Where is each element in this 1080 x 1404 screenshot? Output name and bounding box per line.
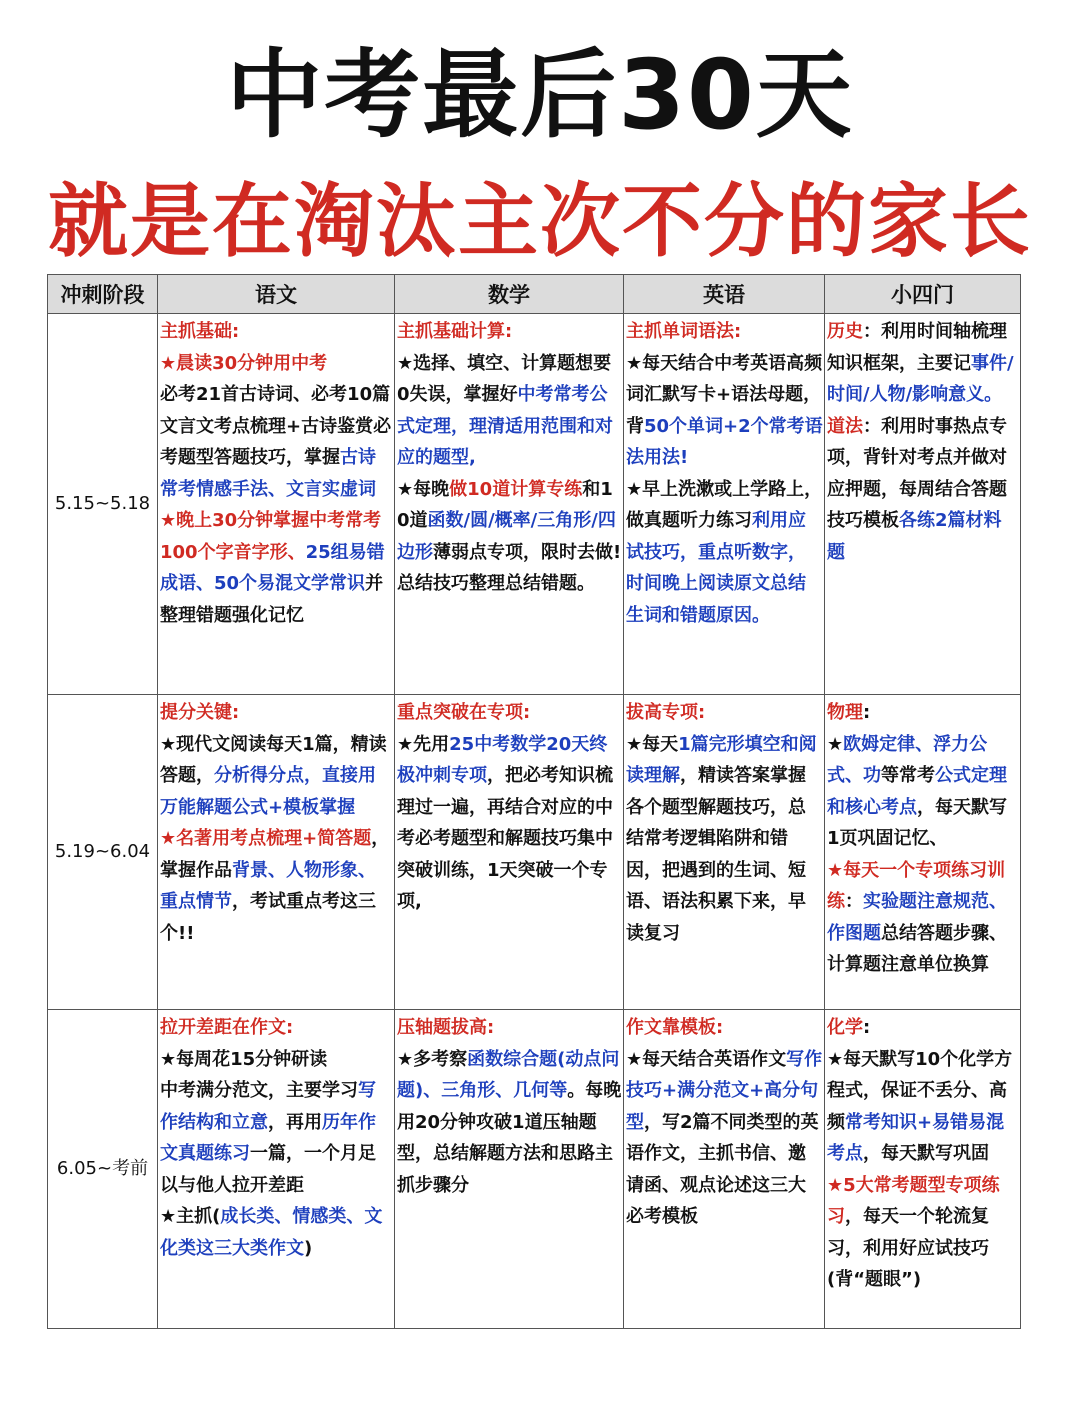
table-header-row xyxy=(48,275,1021,314)
cell-text-run: ★晚上30分钟掌握中考常考100个字音字形、 xyxy=(160,510,382,563)
cell-text-run: 25中考数学20天终极冲刺专项 xyxy=(397,733,608,786)
header-chinese: 语文 xyxy=(158,275,395,314)
chinese-cell xyxy=(158,314,395,695)
cell-text-run: 作文靠模板: xyxy=(626,1017,724,1038)
page-subtitle: 就是在淘汰主次不分的家长 xyxy=(48,175,1032,268)
cell-text-run: ，掌握作品 xyxy=(160,828,390,881)
header-english: 英语 xyxy=(624,275,825,314)
cell-text-run: ，写2篇不同类型的英语作文，主抓书信、邀请函、观点论述这三大必考模板 xyxy=(626,1111,819,1227)
cell-text-run: 中考常考公式定理，理清适用范围和对应的题型, xyxy=(397,384,613,468)
cell-text-run: ★晨读30分钟用中考 xyxy=(160,352,328,374)
cell-text-run: ★主抓( xyxy=(160,1206,221,1227)
cell-text-run: 道法 xyxy=(827,415,863,437)
english-cell xyxy=(624,314,825,695)
cell-text-run: 利用应试技巧，重点听数字，时间晚上阅读原文总结生词和错题原因。 xyxy=(626,510,806,626)
cell-text-run: 历史 xyxy=(827,321,863,342)
cell-text-run: 中考满分范文，主要学习 xyxy=(160,1080,358,1101)
cell-text-run: ★每天一个专项练习训练 xyxy=(827,859,1006,912)
cell-text-run: 拔高专项: xyxy=(626,702,706,723)
cell-text-run: ★每周花15分钟研读 xyxy=(160,1048,328,1070)
cell-text-run: 分析得分点，直接用万能解题公式+模板掌握 xyxy=(160,765,376,818)
cell-text-run: ，每天默写1页巩固记忆、 xyxy=(827,796,1007,849)
cell-text-run: ，把必考知识梳理过一遍，再结合对应的中考必考题型和解题技巧集中突破训练，1天突破一个专项, xyxy=(397,765,613,912)
page-title: 中考最后30天 xyxy=(226,39,854,151)
math-cell xyxy=(395,1010,624,1329)
cell-text-run: : xyxy=(863,1017,871,1038)
cell-text-run: 公式定理和核心考点 xyxy=(827,765,1007,818)
cell-text-run: ★多考察 xyxy=(397,1048,468,1070)
cell-text-run: 做10道计算专练 xyxy=(449,478,583,500)
english-cell xyxy=(624,695,825,1010)
cell-text-run: 函数/圆/概率/三角形/四边形 xyxy=(397,510,616,563)
table-row xyxy=(48,314,1021,695)
cell-text-run: 各练2篇材料题 xyxy=(827,510,1002,563)
table-row xyxy=(48,695,1021,1010)
cell-text-run: : xyxy=(863,702,871,723)
cell-text-run: 25组易错成语、50个易混文学常识 xyxy=(160,541,385,594)
cell-text-run: ： xyxy=(845,891,863,912)
cell-text-run: ：利用时间轴梳理知识框架，主要记 xyxy=(827,321,1007,374)
cell-text-run: ，考试重点考这三个!! xyxy=(160,891,376,944)
cell-text-run: ★先用 xyxy=(397,733,450,755)
cell-text-run: 重点突破在专项: xyxy=(397,702,531,723)
cell-text-run: 提分关键: xyxy=(160,702,240,723)
cell-text-run: 薄弱点专项，限时去做!总结技巧整理总结错题。 xyxy=(397,541,622,594)
cell-text-run: ★早上洗漱或上学路上，做真题听力练习 xyxy=(626,478,823,531)
cell-text-run: ★每天结合中考英语高频词汇默写卡+语法母题，背 xyxy=(626,352,823,437)
cell-text-run: 。每晚用20分钟攻破1道压轴题型，总结解题方法和思路主抓步骤分 xyxy=(397,1080,622,1196)
cell-text-run: ★现代文阅读每天1篇，精读答题， xyxy=(160,733,387,786)
header-math: 数学 xyxy=(395,275,624,314)
cell-text-run: ★每晚 xyxy=(397,478,450,500)
cell-text-run: 函数综合题(动点问题)、三角形、几何等 xyxy=(397,1048,620,1101)
cell-text-run: 物理 xyxy=(827,702,863,723)
cell-text-run: ，每天默写巩固 xyxy=(863,1143,989,1164)
cell-text-run: 常考知识+易错易混考点 xyxy=(827,1111,1005,1164)
cell-text-run: 主抓基础: xyxy=(160,321,240,342)
cell-text-run: ★选择、填空、计算题想要0失误，掌握好 xyxy=(397,352,612,405)
stage-cell: 5.19~6.04 xyxy=(48,695,158,1010)
cell-text-run: ★每天结合英语作文 xyxy=(626,1048,787,1070)
cell-text-run: 写作结构和立意 xyxy=(160,1080,376,1133)
stage-cell: 5.15~5.18 xyxy=(48,314,158,695)
cell-text-run: 主抓基础计算: xyxy=(397,321,513,342)
header-stage: 冲刺阶段 xyxy=(48,275,158,314)
cell-text-run: ★ xyxy=(827,733,844,755)
math-cell xyxy=(395,695,624,1010)
header-minor-subjects: 小四门 xyxy=(825,275,1021,314)
cell-text-run: ★每天默写10个化学方程式，保证不丢分、高频 xyxy=(827,1048,1013,1133)
cell-text-run: 等常考 xyxy=(881,765,935,786)
minor-subjects-cell xyxy=(825,314,1021,695)
cell-text-run: ★5大常考题型专项练习 xyxy=(827,1174,1000,1227)
cell-text-run: 总结答题步骤、计算题注意单位换算 xyxy=(827,922,1007,975)
cell-text-run: 1篇完形填空和阅读理解 xyxy=(626,733,817,786)
cell-text-run: 并整理错题强化记忆 xyxy=(160,573,384,626)
study-plan-table xyxy=(47,274,1021,1329)
cell-text-run: 压轴题拔高: xyxy=(397,1017,495,1038)
minor-subjects-cell xyxy=(825,1010,1021,1329)
cell-text-run: 事件/时间/人物/影响意义。 xyxy=(827,352,1014,405)
english-cell xyxy=(624,1010,825,1329)
chinese-cell xyxy=(158,695,395,1010)
cell-text-run: 50个单词+2个常考语法用法! xyxy=(626,415,823,468)
cell-text-run: 古诗常考情感手法、文言实虚词 xyxy=(160,447,376,500)
cell-text-run: 成长类、情感类、文化类这三大类作文 xyxy=(160,1206,383,1259)
cell-text-run: 和10道 xyxy=(397,478,613,531)
cell-text-run: 背景、人物形象、重点情节 xyxy=(160,859,376,912)
cell-text-run: ) xyxy=(304,1237,313,1259)
cell-text-run: ，再用 xyxy=(268,1111,322,1133)
table-row xyxy=(48,1010,1021,1329)
math-cell xyxy=(395,314,624,695)
cell-text-run: 化学 xyxy=(827,1017,863,1038)
cell-text-run: ★名著用考点梳理+简答题 xyxy=(160,828,372,849)
chinese-cell xyxy=(158,1010,395,1329)
cell-text-run: 实验题注意规范、作图题 xyxy=(827,891,1007,944)
cell-text-run: ，精读答案掌握各个题型解题技巧，总结常考逻辑陷阱和错因，把遇到的生词、短语、语法积累下来，早读复习 xyxy=(626,765,806,944)
cell-text-run: ：利用时事热点专项，背针对考点并做对应押题，每周结合答题技巧模板 xyxy=(827,415,1007,531)
cell-text-run: ，每天一个轮流复习，利用好应试技巧(背“题眼”) xyxy=(827,1206,989,1290)
cell-text-run: 拉开差距在作文: xyxy=(160,1017,294,1038)
cell-text-run: 一篇，一个月足以与他人拉开差距 xyxy=(160,1143,376,1196)
cell-text-run: 历年作文真题练习 xyxy=(160,1111,376,1164)
cell-text-run: ★每天 xyxy=(626,733,679,755)
cell-text-run: 主抓单词语法: xyxy=(626,321,742,342)
cell-text-run: 必考21首古诗词、必考10篇文言文考点梳理+古诗鉴赏必考题型答题技巧，掌握 xyxy=(160,384,392,468)
stage-cell: 6.05~考前 xyxy=(48,1010,158,1329)
cell-text-run: 欧姆定律、浮力公式、功 xyxy=(827,733,988,786)
minor-subjects-cell xyxy=(825,695,1021,1010)
cell-text-run: 写作技巧+满分范文+高分句型 xyxy=(626,1048,823,1133)
